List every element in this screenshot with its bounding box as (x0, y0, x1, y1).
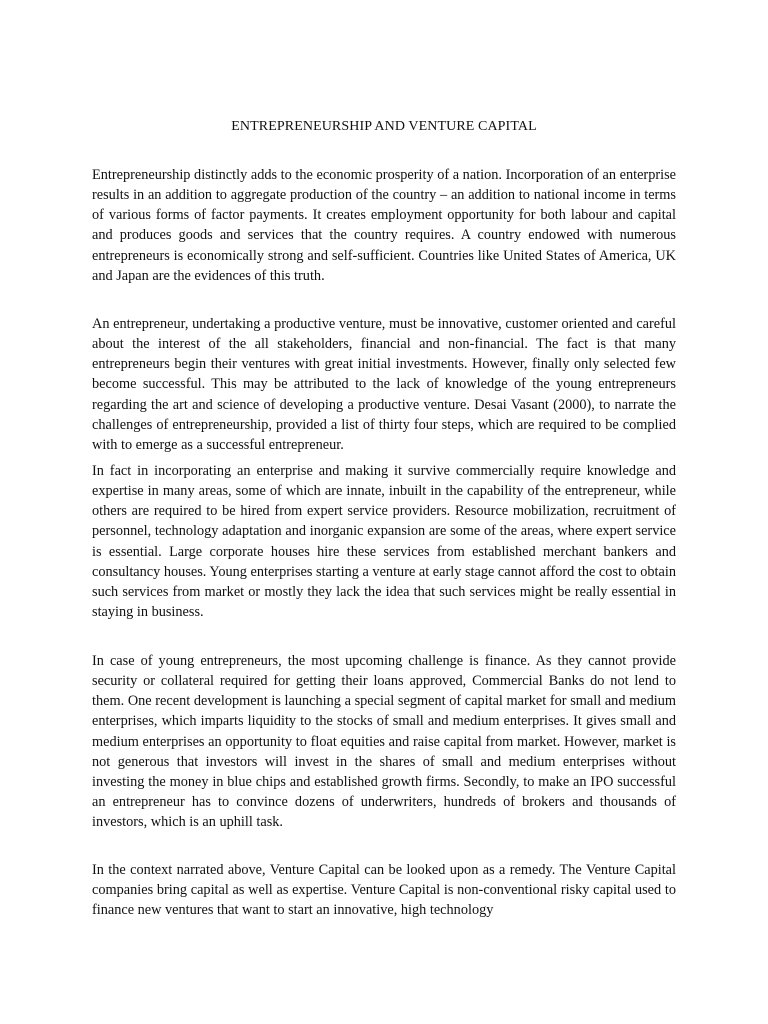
paragraph-5: In the context narrated above, Venture Capital can be looked upon as a remedy. The Venture Capital companies bring capital as well as expertise. Venture Capital is non-conventional risky capital used to finance new ventures that want to start an innovative, high technology (92, 862, 676, 919)
paragraph-2: An entrepreneur, undertaking a productive venture, must be innovative, customer oriented and careful about the interest of the all stakeholders, financial and non-financial. The fact is that many entrepreneurs begin their ventures with great initial investments. However, finally only selected few become successful. This may be attributed to the lack of knowledge of the young entrepreneurs regarding the art and science of developing a productive venture. Desai Vasant (2000), to narrate the challenges of entrepreneurship, provided a list of thirty four steps, which are required to be complied with to emerge as a successful entrepreneur. (92, 316, 676, 453)
paragraph-1: Entrepreneurship distinctly adds to the economic prosperity of a nation. Incorporation of an enterprise results in an addition to aggregate production of the country – an addition to national income in terms of various forms of factor payments. It creates employment opportunity for both labour and capital and produces goods and services that the country requires. A country endowed with numerous entrepreneurs is economically strong and self-sufficient. Countries like United States of America, UK and Japan are the evidences of this truth. (92, 167, 676, 284)
document-title: ENTREPRENEURSHIP AND VENTURE CAPITAL (231, 119, 537, 134)
paragraph-3: In fact in incorporating an enterprise and making it survive commercially require knowledge and expertise in many areas, some of which are innate, inbuilt in the capability of the entrepreneur, while others are required to be hired from expert service providers. Resource mobilization, recruitment of personnel, technology adaptation and inorganic expansion are some of the areas, where expert service is essential. Large corporate houses hire these services from established merchant bankers and consultancy houses. Young enterprises starting a venture at early stage cannot afford the cost to obtain such services from market or mostly they lack the idea that such services might be really essential in staying in business. (92, 463, 676, 621)
paragraph-4: In case of young entrepreneurs, the most upcoming challenge is finance. As they cannot provide security or collateral required for getting their loans approved, Commercial Banks do not lend to them. One recent development is launching a special segment of capital market for small and medium enterprises, which imparts liquidity to the stocks of small and medium enterprises. It gives small and medium enterprises an opportunity to float equities and raise capital from market. However, market is not generous that investors will invest in the shares of small and medium enterprises without investing the money in blue chips and established growth firms. Secondly, to make an IPO successful an entrepreneur has to convince dozens of underwriters, hundreds of brokers and thousands of investors, which is an uphill task. (92, 653, 676, 831)
